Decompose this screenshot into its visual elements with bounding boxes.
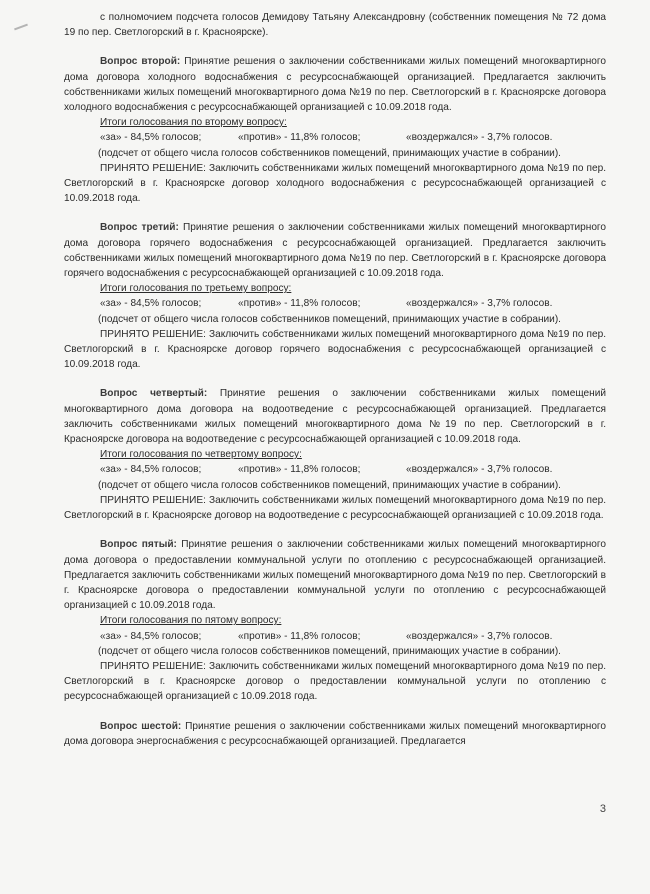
vote-za: «за» - 84,5% голосов; — [100, 630, 202, 642]
question-title: Вопрос второй: — [100, 56, 181, 68]
page-number: 3 — [599, 803, 606, 815]
vote-za: «за» - 84,5% голосов; — [100, 132, 202, 144]
results-heading: Итоги голосования по четвертому вопросу: — [100, 449, 302, 461]
question-2 — [64, 54, 606, 206]
results-heading: Итоги голосования по второму вопросу: — [100, 117, 287, 129]
vote-protiv: «против» - 11,8% голосов; — [238, 464, 361, 476]
question-4 — [64, 386, 606, 523]
question-title: Вопрос пятый: — [100, 539, 177, 551]
question-body: Принятие решения о заключении собственниками жилых помещений многоквартирного дома договора энергоснабжения с ресурсоснабжающей организацией. Предлагается — [64, 720, 607, 747]
question-text — [64, 386, 606, 447]
vote-za: «за» - 84,5% голосов; — [100, 464, 202, 476]
vote-note: (подсчет от общего числа голосов собственников помещений, принимающих участие в собрании). — [98, 313, 561, 325]
question-text — [64, 719, 606, 749]
question-3 — [64, 220, 606, 372]
decision: ПРИНЯТО РЕШЕНИЕ: Заключить собственниками жилых помещений многоквартирного дома №19 по пер. Светлогорский в г. Красноярске договор холодного водоснабжения с ресурсоснабжающей организацией с 10.09.2018 года. — [64, 162, 606, 205]
vote-za: «за» - 84,5% голосов; — [100, 298, 202, 310]
vote-protiv: «против» - 11,8% голосов; — [238, 630, 361, 642]
question-5 — [64, 537, 606, 704]
vote-tally — [64, 629, 606, 644]
vote-vozd: «воздержался» - 3,7% голосов. — [406, 630, 553, 642]
results-heading: Итоги голосования по третьему вопросу: — [100, 283, 292, 295]
question-text — [64, 537, 606, 613]
question-body: Принятие решения о заключении собственниками жилых помещений многоквартирного дома договора горячего водоснабжения с ресурсоснабжающей организацией. — [64, 222, 607, 249]
vote-note: (подсчет от общего числа голосов собственников помещений, принимающих участие в собрании). — [98, 147, 561, 159]
vote-vozd: «воздержался» - 3,7% голосов. — [406, 464, 553, 476]
question-body: Принятие решения о заключении собственниками жилых помещений многоквартирного дома договора о предоставлении коммунальной услуги по отоплению с ресурсоснабжающей организацией. Предлагается заключить собственниками жилых помещений многоквартирного дома №19 по пер. Светлогорский в г. Красноярске договора о предоставлении коммунальной услуги по отоплению с ресурсоснабжающей организацией с 10.09.2018 года. — [64, 539, 606, 612]
vote-protiv: «против» - 11,8% голосов; — [238, 298, 361, 310]
question-title: Вопрос третий: — [100, 222, 179, 234]
question-proposal: Предлагается заключить собственниками жилых помещений многоквартирного дома №19 по пер. Светлогорский в г. Красноярске договора горячего водоснабжения с ресурсоснабжающей организацией с 10.09.2018 года. — [64, 237, 606, 280]
vote-note: (подсчет от общего числа голосов собственников помещений, принимающих участие в собрании). — [98, 479, 561, 491]
vote-tally — [64, 296, 606, 311]
decision: ПРИНЯТО РЕШЕНИЕ: Заключить собственниками жилых помещений многоквартирного дома №19 по пер. Светлогорский в г. Красноярске договор о предоставлении коммунальной услуги по отоплению с ресурсоснабжающей организацией с 10.09.2018 года. — [64, 660, 606, 703]
scan-speck — [14, 24, 28, 31]
vote-tally — [64, 462, 606, 477]
decision: ПРИНЯТО РЕШЕНИЕ: Заключить собственниками жилых помещений многоквартирного дома №19 по пер. Светлогорский в г. Красноярске договор горячего водоснабжения с ресурсоснабжающей организацией с 10.09.2018 года. — [64, 328, 606, 371]
question-title: Вопрос шестой: — [100, 720, 182, 732]
results-heading: Итоги голосования по пятому вопросу: — [100, 615, 282, 627]
vote-protiv: «против» - 11,8% голосов; — [238, 132, 361, 144]
question-text — [64, 220, 606, 281]
vote-vozd: «воздержался» - 3,7% голосов. — [406, 298, 553, 310]
question-text — [64, 54, 606, 115]
question-body: Принятие решения о заключении собственниками жилых помещений многоквартирного дома договора холодного водоснабжения с ресурсоснабжающей организацией. — [64, 56, 606, 83]
question-6 — [64, 719, 606, 749]
decision: ПРИНЯТО РЕШЕНИЕ: Заключить собственниками жилых помещений многоквартирного дома №19 по пер. Светлогорский в г. Красноярске договор на водоотведение с ресурсоснабжающей организацией с 10.09.2018 года. — [64, 494, 606, 522]
intro-paragraph: с полномочием подсчета голосов Демидову Татьяну Александровну (собственник помещения № 72 дома 19 по пер. Светлогорский в г. Красноярске). — [64, 12, 606, 39]
vote-vozd: «воздержался» - 3,7% голосов. — [406, 132, 553, 144]
vote-note: (подсчет от общего числа голосов собственников помещений, принимающих участие в собрании). — [98, 645, 561, 657]
question-title: Вопрос четвертый: — [100, 388, 208, 400]
question-proposal: Предлагается заключить собственниками жилых помещений многоквартирного дома №19 по пер. Светлогорский в г. Красноярске договора холодного водоснабжения с ресурсоснабжающей организацией с 10.09.2018 года. — [64, 71, 606, 114]
vote-tally — [64, 130, 606, 145]
question-body: Принятие решения о заключении собственниками жилых помещений многоквартирного дома договора на водоотведение с ресурсоснабжающей организацией. Предлагается заключить собственниками жилых помещений многоквартирного дома №19 по пер. Светлогорский в г. Красноярске договора на водоотведение с ресурсоснабжающей организацией с 10.09.2018 года. — [64, 388, 606, 446]
